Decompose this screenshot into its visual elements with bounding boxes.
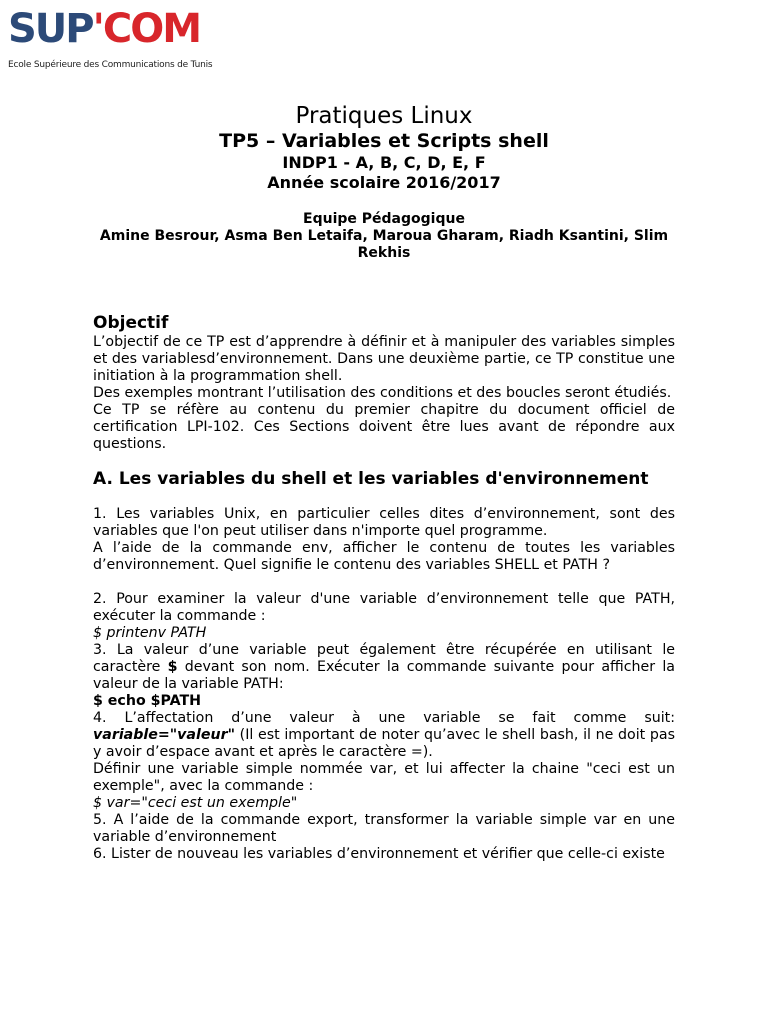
question-3-post: devant son nom. Exécuter la commande suivante pour afficher la valeur de la variable PATH: <box>93 659 675 692</box>
question-3-pre: 3. La valeur d’une variable peut également être récupérée en utilisant le caractère <box>93 642 675 675</box>
logo-subtitle: Ecole Supérieure des Communications de Tunis <box>8 60 213 70</box>
document-header <box>93 102 675 262</box>
objectif-paragraph-3: Ce TP se réfère au contenu du premier chapitre du document officiel de certification LPI-102. Ces Sections doivent être lues avant de répondre aux questions. <box>93 402 675 452</box>
logo-sup: SUP <box>8 6 93 52</box>
question-4b: Définir une variable simple nommée var, et lui affecter la chaine "ceci est un exemple", avec la commande : <box>93 761 675 794</box>
supcom-logo <box>8 6 258 76</box>
document-body <box>93 312 675 863</box>
logo-wordmark <box>8 6 258 52</box>
section-a-heading: A. Les variables du shell et les variables d'environnement <box>93 469 649 489</box>
question-2: 2. Pour examiner la valeur d'une variable d’environnement telle que PATH, exécuter la commande : <box>93 591 675 624</box>
classes-line: INDP1 - A, B, C, D, E, F <box>282 153 486 172</box>
command-var-assign: $ var="ceci est un exemple" <box>93 795 298 811</box>
school-year: Année scolaire 2016/2017 <box>267 173 501 192</box>
question-6: 6. Lister de nouveau les variables d’environnement et vérifier que celle-ci existe <box>93 846 665 862</box>
command-echo-path: $ echo $PATH <box>93 693 202 709</box>
team-members: Amine Besrour, Asma Ben Letaifa, Maroua Gharam, Riadh Ksantini, Slim Rekhis <box>99 228 669 261</box>
objectif-paragraph-1: L’objectif de ce TP est d’apprendre à définir et à manipuler des variables simples et des variablesd’environnement. Dans une deuxième partie, ce TP constitue une initiation à la programmation shell. <box>93 334 675 384</box>
document-title: Pratiques Linux <box>295 103 473 129</box>
question-4 <box>93 710 675 761</box>
dollar-char: $ <box>167 659 178 675</box>
team-block <box>93 211 675 262</box>
question-3 <box>93 642 675 693</box>
document-subtitle: TP5 – Variables et Scripts shell <box>219 130 549 152</box>
assignment-syntax: variable="valeur" <box>93 727 235 743</box>
objectif-paragraph-2: Des exemples montrant l’utilisation des conditions et des boucles seront étudiés. <box>93 385 672 401</box>
objectif-heading: Objectif <box>93 313 169 333</box>
question-1b: A l’aide de la commande env, afficher le contenu de toutes les variables d’environnement. Quel signifie le contenu des variables SHELL et PATH ? <box>93 540 675 573</box>
question-4-pre: 4. L’affectation d’une valeur à une variable se fait comme suit: <box>93 710 675 726</box>
question-1a: 1. Les variables Unix, en particulier celles dites d’environnement, sont des variables que l'on peut utiliser dans n'importe quel programme. <box>93 506 675 539</box>
command-printenv: $ printenv PATH <box>93 625 207 641</box>
logo-com: 'COM <box>92 6 201 52</box>
team-label: Equipe Pédagogique <box>303 211 465 227</box>
question-5: 5. A l’aide de la commande export, transformer la variable simple var en une variable d’environnement <box>93 812 675 845</box>
question-4-post: (Il est important de noter qu’avec le shell bash, il ne doit pas y avoir d’espace avant et après le caractère =). <box>93 727 675 760</box>
